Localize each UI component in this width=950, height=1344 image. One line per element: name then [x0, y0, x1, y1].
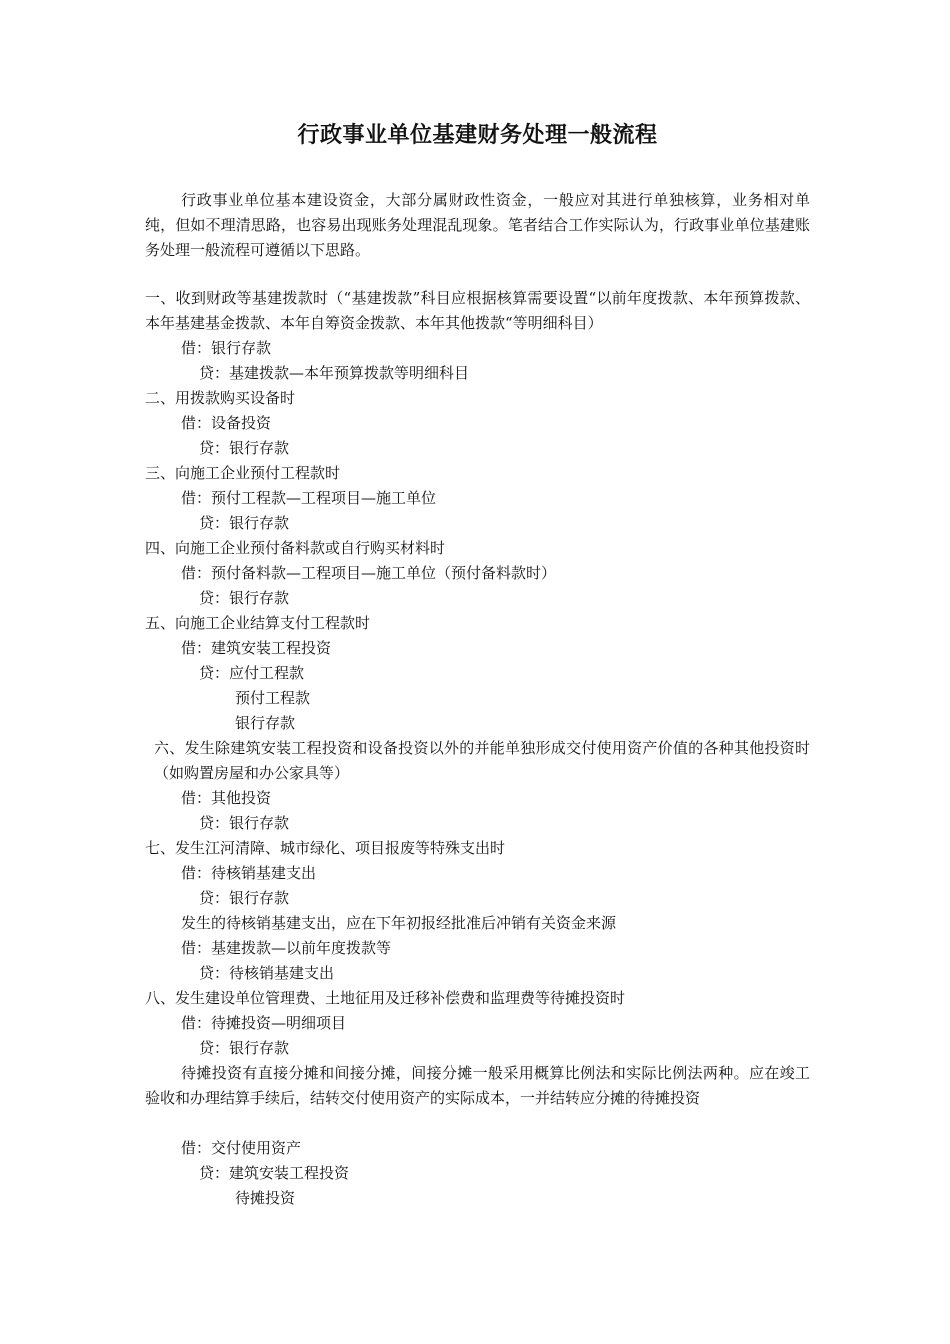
section-heading-3: 三、向施工企业预付工程款时	[145, 464, 341, 482]
credit-entry: 贷：基建拨款—本年预算拨款等明细科目	[199, 364, 470, 382]
section-heading-6-text: 六、发生除建筑安装工程投资和设备投资以外的并能单独形成交付使用资产价值的各种其他投资时（如购置房屋和办公家具等）	[154, 739, 810, 782]
debit-entry: 借：其他投资	[181, 789, 272, 807]
section-heading-5: 五、向施工企业结算支付工程款时	[145, 614, 371, 632]
section-heading-7: 七、发生江河清障、城市绿化、项目报废等特殊支出时	[145, 839, 506, 857]
credit-entry: 贷：银行存款	[199, 1039, 290, 1057]
credit-entry: 贷：银行存款	[199, 589, 290, 607]
document-body	[145, 286, 810, 1211]
debit-entry: 借：基建拨款—以前年度拨款等	[181, 939, 392, 957]
section-heading-1: 一、收到财政等基建拨款时（“基建拨款”科目应根据核算需要设置“以前年度拨款、本年预算拨款、本年基建基金拨款、本年自筹资金拨款、本年其他拨款“等明细科目）	[145, 289, 810, 332]
intro-paragraph: 行政事业单位基本建设资金，大部分属财政性资金，一般应对其进行单独核算，业务相对单纯，但如不理清思路，也容易出现账务处理混乱现象。笔者结合工作实际认为，行政事业单位基建账务处理一般流程可遵循以下思路。	[145, 191, 810, 259]
debit-entry: 借：预付工程款—工程项目—施工单位	[181, 489, 437, 507]
credit-entry: 贷：银行存款	[199, 814, 290, 832]
debit-entry: 借：设备投资	[181, 414, 272, 432]
credit-entry: 银行存款	[235, 714, 296, 732]
document-title: 行政事业单位基建财务处理一般流程	[297, 123, 658, 148]
debit-entry: 借：待摊投资—明细项目	[181, 1014, 347, 1032]
debit-entry: 借：建筑安装工程投资	[181, 639, 332, 657]
credit-entry: 贷：银行存款	[199, 514, 290, 532]
debit-entry: 借：待核销基建支出	[181, 864, 317, 882]
credit-entry: 贷：待核销基建支出	[199, 964, 335, 982]
credit-entry: 贷：建筑安装工程投资	[199, 1164, 350, 1182]
section-heading-4: 四、向施工企业预付备料款或自行购买材料时	[145, 539, 446, 557]
debit-entry: 借：预付备料款—工程项目—施工单位（预付备料款时）	[181, 564, 557, 582]
credit-entry: 待摊投资	[235, 1189, 296, 1207]
debit-entry: 借：银行存款	[181, 339, 272, 357]
credit-entry: 预付工程款	[235, 689, 311, 707]
credit-entry: 贷：应付工程款	[199, 664, 305, 682]
note-paragraph: 待摊投资有直接分摊和间接分摊，间接分摊一般采用概算比例法和实际比例法两种。应在竣工验收和办理结算手续后，结转交付使用资产的实际成本，一并结转应分摊的待摊投资	[145, 1064, 810, 1107]
section-heading-2: 二、用拨款购买设备时	[145, 389, 296, 407]
credit-entry: 贷：银行存款	[199, 889, 290, 907]
credit-entry: 贷：银行存款	[199, 439, 290, 457]
section-heading-6	[145, 736, 810, 786]
note-text: 发生的待核销基建支出，应在下年初报经批准后冲销有关资金来源	[181, 914, 617, 932]
debit-entry: 借：交付使用资产	[181, 1139, 302, 1157]
section-heading-8: 八、发生建设单位管理费、土地征用及迁移补偿费和监理费等待摊投资时	[145, 989, 626, 1007]
